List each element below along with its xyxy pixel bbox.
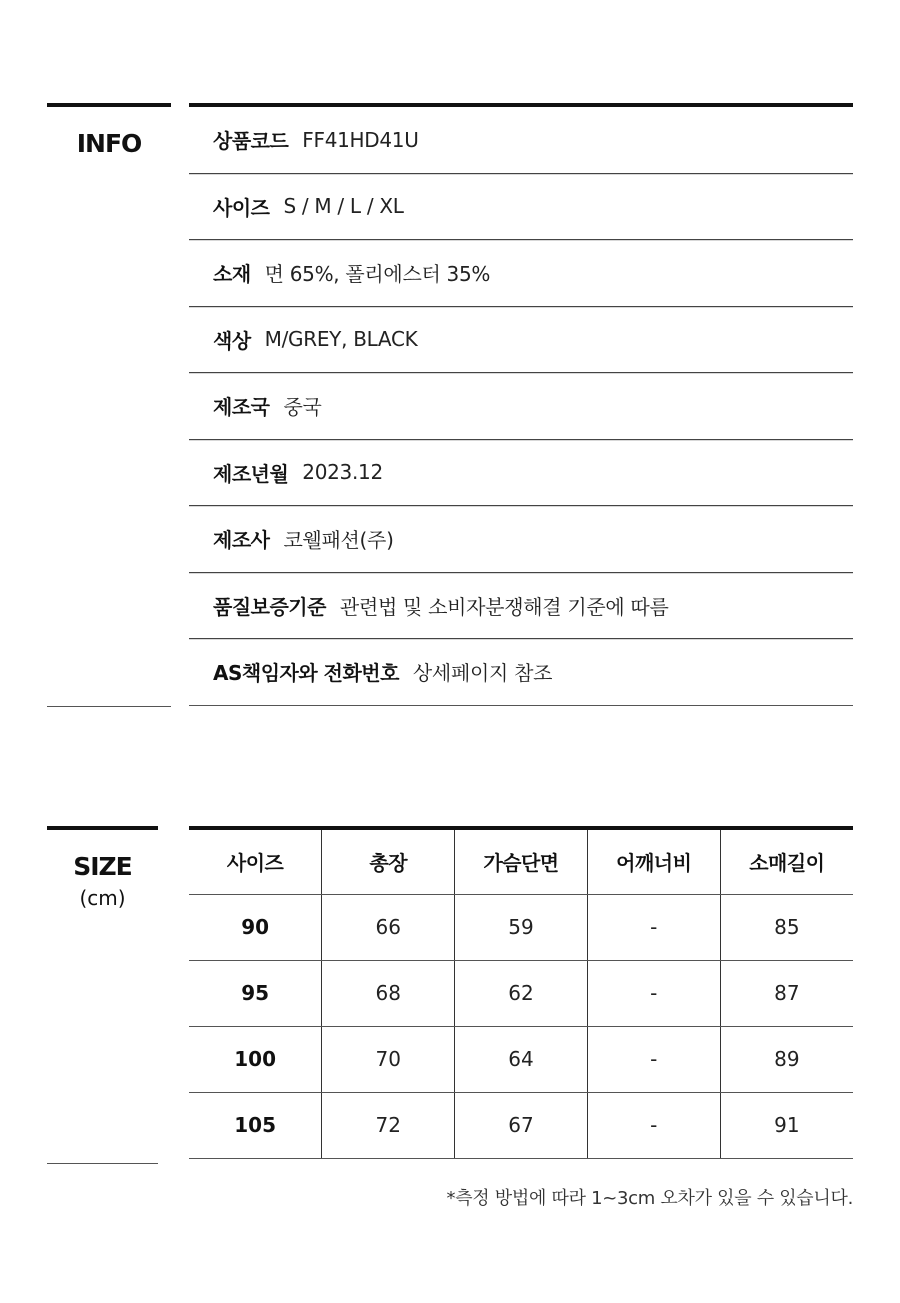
info-value: M/GREY, BLACK xyxy=(264,327,418,352)
chest-cell: 59 xyxy=(455,894,588,960)
info-value: 관련법 및 소비자분쟁해결 기준에 따름 xyxy=(339,594,669,619)
table-row xyxy=(189,960,853,1026)
table-row xyxy=(189,894,853,960)
size-table xyxy=(189,826,853,1159)
info-value: FF41HD41U xyxy=(302,127,419,152)
table-row xyxy=(189,1092,853,1158)
measurement-footnote: *측정 방법에 따라 1~3cm 오차가 있을 수 있습니다. xyxy=(446,1188,853,1209)
length-cell: 66 xyxy=(322,894,455,960)
info-key: AS책임자와 전화번호 xyxy=(213,661,399,686)
info-value: 코웰패션(주) xyxy=(283,528,394,553)
info-key: 상품코드 xyxy=(213,129,289,154)
info-value: 상세페이지 참조 xyxy=(412,661,553,686)
size-heading: SIZE xyxy=(73,852,132,881)
size-cell: 95 xyxy=(189,960,322,1026)
chest-cell: 62 xyxy=(455,960,588,1026)
sleeve-cell: 85 xyxy=(720,894,853,960)
sleeve-cell: 89 xyxy=(720,1026,853,1092)
info-value: 중국 xyxy=(283,395,322,420)
info-row-country xyxy=(189,373,853,440)
column-header: 소매길이 xyxy=(720,828,853,894)
info-value: 면 65%, 폴리에스터 35% xyxy=(264,262,491,287)
table-row xyxy=(189,1026,853,1092)
chest-cell: 64 xyxy=(455,1026,588,1092)
size-cell: 100 xyxy=(189,1026,322,1092)
info-value: 2023.12 xyxy=(302,460,383,485)
column-header: 어깨너비 xyxy=(587,828,720,894)
shoulder-cell: - xyxy=(587,1026,720,1092)
sleeve-cell: 91 xyxy=(720,1092,853,1158)
size-cell: 90 xyxy=(189,894,322,960)
info-value: S / M / L / XL xyxy=(283,194,404,219)
column-header: 가슴단면 xyxy=(455,828,588,894)
shoulder-cell: - xyxy=(587,1092,720,1158)
info-heading: INFO xyxy=(76,129,142,158)
chest-cell: 67 xyxy=(455,1092,588,1158)
length-cell: 68 xyxy=(322,960,455,1026)
info-heading-column xyxy=(47,103,171,707)
info-row-material xyxy=(189,240,853,307)
info-row-quality-standard xyxy=(189,573,853,640)
info-key: 소재 xyxy=(213,262,251,287)
info-row-manufacturer xyxy=(189,506,853,573)
size-cell: 105 xyxy=(189,1092,322,1158)
info-row-product-code xyxy=(189,107,853,174)
shoulder-cell: - xyxy=(587,960,720,1026)
info-key: 품질보증기준 xyxy=(213,594,326,619)
info-key: 색상 xyxy=(213,328,251,353)
info-table xyxy=(189,103,853,706)
info-key: 제조국 xyxy=(213,395,270,420)
info-row-manufacture-date xyxy=(189,440,853,507)
size-unit: (cm) xyxy=(79,886,126,910)
info-key: 제조년월 xyxy=(213,461,289,486)
info-key: 사이즈 xyxy=(213,195,270,220)
info-row-as-contact xyxy=(189,639,853,706)
sleeve-cell: 87 xyxy=(720,960,853,1026)
length-cell: 72 xyxy=(322,1092,455,1158)
info-row-size xyxy=(189,174,853,241)
column-header: 총장 xyxy=(322,828,455,894)
column-header: 사이즈 xyxy=(189,828,322,894)
info-key: 제조사 xyxy=(213,528,270,553)
size-heading-column xyxy=(47,826,158,1164)
info-row-color xyxy=(189,307,853,374)
size-table-header-row xyxy=(189,828,853,894)
length-cell: 70 xyxy=(322,1026,455,1092)
shoulder-cell: - xyxy=(587,894,720,960)
